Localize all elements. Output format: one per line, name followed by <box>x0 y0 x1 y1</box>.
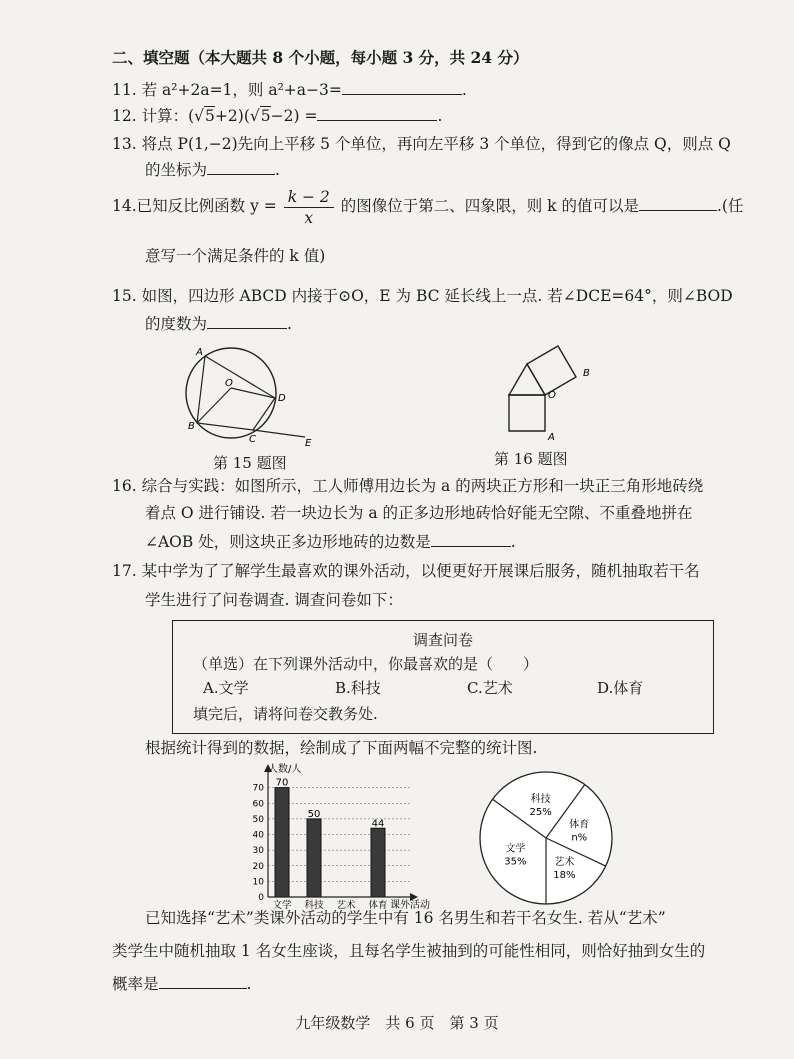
survey-option-d[interactable]: D.体育 <box>597 679 644 697</box>
bar <box>371 828 385 897</box>
pie-slice-pct: 25% <box>529 807 552 819</box>
question-15-line1 <box>112 286 733 306</box>
pie-slice-pct: 35% <box>504 856 527 868</box>
survey-prompt: （单选）在下列课外活动中，你最喜欢的是（ ） <box>193 655 539 673</box>
survey-box <box>172 620 714 734</box>
q11-answer-blank[interactable] <box>342 80 462 95</box>
q12-number: 12. <box>112 107 137 125</box>
survey-option-a[interactable]: A.文学 <box>203 679 249 697</box>
circle-o <box>186 348 276 438</box>
question-15-line2 <box>145 314 292 334</box>
q12-end: . <box>437 107 443 125</box>
question-11 <box>112 80 467 100</box>
q13-end: . <box>275 161 280 179</box>
bar <box>275 788 289 897</box>
label-o: O <box>225 378 233 389</box>
q14-number: 14. <box>112 197 137 215</box>
question-13-line1 <box>112 134 731 154</box>
q14-numerator: k − 2 <box>284 187 334 208</box>
y-tick-label: 10 <box>252 877 264 888</box>
q16-text-3: ∠AOB 处，则这块正多边形地砖的边数是 <box>145 533 431 551</box>
bar-value-label: 70 <box>275 777 289 789</box>
q14-answer-blank[interactable] <box>639 196 717 211</box>
question-17-line2: 学生进行了问卷调查. 调查问卷如下： <box>145 591 403 609</box>
question-16-line3 <box>145 532 516 552</box>
x-tick-label: 文学 <box>272 900 292 910</box>
survey-option-b[interactable]: B.科技 <box>335 679 381 697</box>
pie-slice-label: 科技 <box>530 794 551 806</box>
label-c: C <box>249 434 256 445</box>
survey-title: 调查问卷 <box>412 631 473 649</box>
label-b: B <box>188 421 195 432</box>
label-o: O <box>548 390 556 401</box>
pie-slice-pct: n% <box>571 832 588 844</box>
question-13-line2 <box>145 160 280 180</box>
q13-answer-blank[interactable] <box>207 160 275 175</box>
q15-answer-blank[interactable] <box>207 314 287 329</box>
question-14-line2: 意写一个满足条件的 k 值) <box>145 247 326 265</box>
segment-od <box>231 388 275 398</box>
final-line2: 类学生中随机抽取 1 名女生座谈，且每名学生被抽到的可能性相同，则恰好抽到女生的 <box>112 942 706 960</box>
pie-chart <box>476 768 626 908</box>
q15-text: 如图，四边形 ABCD 内接于⊙O，E 为 BC 延长线上一点. 若∠DCE=64°，则∠BOD <box>141 287 733 305</box>
label-e: E <box>305 438 312 448</box>
q15-text-2: 的度数为 <box>145 315 208 333</box>
question-17-line1 <box>112 561 700 581</box>
pie-slice-label: 文学 <box>505 843 526 855</box>
segment-ob <box>197 388 231 423</box>
y-tick-label: 30 <box>252 846 264 857</box>
pie-slice-label: 体育 <box>569 819 590 831</box>
q14-post: 的图像位于第二、四象限，则 k 的值可以是 <box>340 197 639 215</box>
figure-15-circle <box>185 338 325 448</box>
q11-end: . <box>461 81 467 99</box>
label-d: D <box>278 393 286 404</box>
question-16-line2: 着点 O 进行铺设. 若一块边长为 a 的正多边形地砖恰好能无空隙、不重叠地拼在 <box>145 504 693 522</box>
bar <box>307 819 321 897</box>
square-tile-upper <box>527 346 576 395</box>
bar-chart <box>238 760 448 910</box>
label-a: A <box>196 347 203 358</box>
final-line1: 已知选择“艺术”类课外活动的学生中有 16 名男生和若干名女生. 若从“艺术” <box>145 909 666 927</box>
survey-note: 填完后，请将问卷交教务处. <box>193 705 378 723</box>
sqrt-icon: √ <box>194 107 205 125</box>
q13-number: 13. <box>112 135 137 153</box>
label-a: A <box>548 432 555 443</box>
x-axis-label: 课外活动 <box>390 900 430 910</box>
x-tick-label: 艺术 <box>336 900 356 910</box>
stat-intro: 根据统计得到的数据，绘制成了下面两幅不完整的统计图. <box>145 739 538 757</box>
q12-radicand-2: 5 <box>260 107 271 125</box>
q14-denominator: x <box>304 208 314 227</box>
y-tick-label: 50 <box>252 814 264 825</box>
sqrt-icon: √ <box>249 107 260 125</box>
q15-end: . <box>287 315 292 333</box>
q15-number: 15. <box>112 287 137 305</box>
q17-text: 某中学为了了解学生最喜欢的课外活动，以便更好开展课后服务，随机抽取若干名 <box>141 562 700 580</box>
y-tick-label: 70 <box>252 783 264 794</box>
q17-answer-blank[interactable] <box>159 974 247 989</box>
q14-end: .(任 <box>717 197 744 215</box>
x-tick-label: 体育 <box>368 900 388 910</box>
question-16-line1 <box>112 476 703 496</box>
q12-pre: 计算：( <box>141 107 195 125</box>
extension-ce <box>253 430 305 437</box>
q16-end: . <box>510 533 516 551</box>
q12-radicand-1: 5 <box>205 107 215 125</box>
final-line3 <box>112 974 251 994</box>
q12-post: −2) = <box>270 107 318 125</box>
question-14-line1 <box>112 184 743 228</box>
q14-pre: 已知反比例函数 y = <box>136 197 277 215</box>
y-tick-label: 0 <box>258 893 264 903</box>
pie-slice-pct: 18% <box>553 869 576 881</box>
q11-text: 若 a²+2a=1，则 a²+a−3= <box>141 81 342 99</box>
figure-16-caption: 第 16 题图 <box>494 450 568 468</box>
q12-mid: +2)( <box>214 107 250 125</box>
y-axis-label: 人数/人 <box>268 764 302 775</box>
q14-fraction <box>284 187 334 228</box>
y-tick-label: 60 <box>252 799 264 810</box>
bar-value-label: 50 <box>307 808 321 820</box>
square-tile-lower <box>509 395 545 431</box>
q16-text: 综合与实践：如图所示，工人师傅用边长为 a 的两块正方形和一块正三角形地砖绕 <box>141 477 704 495</box>
quadrilateral-abcd <box>197 356 275 430</box>
x-tick-label: 科技 <box>304 900 324 910</box>
q16-number: 16. <box>112 477 137 495</box>
q12-answer-blank[interactable] <box>317 106 437 121</box>
section-title: 二、填空题（本大题共 8 个小题，每小题 3 分，共 24 分） <box>112 48 529 67</box>
final-text-3: 概率是 <box>112 975 159 993</box>
q13-text-2: 的坐标为 <box>145 161 208 179</box>
y-tick-label: 40 <box>252 830 264 841</box>
bar-value-label: 44 <box>371 818 385 830</box>
q11-number: 11. <box>112 81 137 99</box>
survey-option-c[interactable]: C.艺术 <box>467 679 513 697</box>
label-b: B <box>583 368 590 379</box>
q17-number: 17. <box>112 562 137 580</box>
y-tick-label: 20 <box>252 861 264 872</box>
final-end: . <box>246 975 252 993</box>
page-footer: 九年级数学 共 6 页 第 3 页 <box>295 1014 499 1032</box>
figure-15-caption: 第 15 题图 <box>213 454 287 472</box>
question-12 <box>112 106 442 126</box>
q13-text: 将点 P(1,−2)先向上平移 5 个单位，再向左平移 3 个单位，得到它的像点 Q，则点 Q <box>141 135 731 153</box>
pie-slice-label: 艺术 <box>554 856 575 868</box>
q16-answer-blank[interactable] <box>431 532 511 547</box>
triangle-tile <box>509 364 545 395</box>
figure-16-tiles <box>495 318 605 444</box>
